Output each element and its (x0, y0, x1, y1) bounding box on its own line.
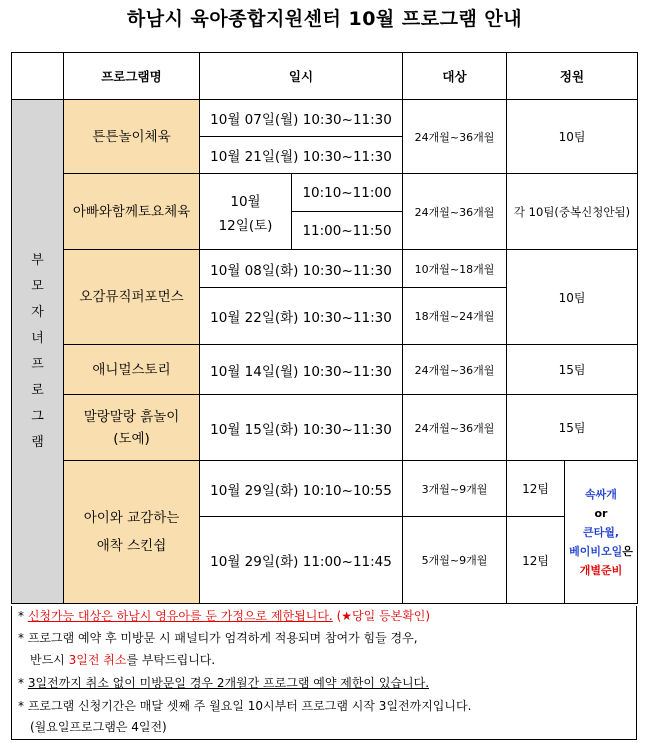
note-star: * (18, 609, 24, 623)
program-capacity: 10팀 (507, 250, 638, 345)
program-capacity: 15팀 (507, 395, 638, 461)
page-title: 하남시 육아종합지원센터 10월 프로그램 안내 (126, 8, 523, 30)
prep-line: 속싸개 (585, 487, 617, 501)
program-name: 튼튼놀이체육 (64, 100, 200, 174)
category-char: 프 (31, 356, 44, 372)
program-capacity: 15팀 (507, 345, 638, 395)
note-1 (18, 607, 430, 624)
header-capacity: 정원 (507, 53, 638, 100)
category-char: 부 (31, 252, 44, 268)
program-name-line: 애착 스킨쉽 (96, 538, 167, 554)
program-capacity: 각 10팀(중복신청안됨) (507, 174, 638, 250)
note-text: 를 부탁드립니다. (126, 653, 216, 667)
table-row (12, 250, 638, 288)
note-4-cont: (월요일프로그램은 4일전) (30, 720, 167, 734)
program-capacity: 12팀 (507, 461, 565, 517)
note-cancel-highlight: 3일전 취소 (68, 653, 127, 667)
note-restriction: 신청가능 대상은 하남시 영유아를 둔 가정으로 제한됩니다. (27, 609, 333, 623)
program-datetime: 10월 08일(화) 10:30~11:30 (200, 250, 403, 288)
program-target: 5개월~9개월 (403, 517, 507, 604)
note-4: * 프로그램 신청기간은 매달 셋째 주 월요일 10시부터 프로그램 시작 3일전까지입니다. (18, 699, 472, 713)
program-name: 아빠와함께토요체육 (64, 174, 200, 250)
program-datetime: 10월 15일(화) 10:30~11:30 (200, 395, 403, 461)
table-row (12, 100, 638, 137)
prep-word: 은 (622, 544, 633, 558)
category-char: 그 (31, 408, 44, 424)
program-capacity: 12팀 (507, 517, 565, 604)
program-target: 18개월~24개월 (403, 288, 507, 345)
note-star: * (18, 676, 24, 690)
program-datetime: 10월 22일(화) 10:30~11:30 (200, 288, 403, 345)
program-name (64, 395, 200, 461)
note-text: 반드시 (30, 653, 65, 667)
table-row (12, 174, 638, 212)
category-char: 녀 (31, 330, 44, 346)
program-name-line: (도예) (113, 430, 150, 447)
table-row (12, 345, 638, 395)
program-name-line: 말랑말랑 흙놀이 (83, 408, 180, 425)
category-char: 램 (31, 434, 44, 450)
prep-word: 베이비오일 (569, 544, 623, 558)
program-datetime: 10월 07일(월) 10:30~11:30 (200, 100, 403, 137)
program-datetime: 10월 21일(월) 10:30~11:30 (200, 137, 403, 174)
program-date-month: 10월 (230, 193, 261, 210)
category-char: 로 (31, 382, 44, 398)
category-cell (12, 100, 64, 604)
program-name: 오감뮤직퍼포먼스 (64, 250, 200, 345)
header-target: 대상 (403, 53, 507, 100)
table-row (12, 461, 638, 517)
program-schedule-table (11, 52, 638, 604)
program-target: 10개월~18개월 (403, 250, 507, 288)
program-name-line: 아이와 교감하는 (83, 510, 180, 526)
header-datetime: 일시 (200, 53, 403, 100)
category-char: 자 (31, 304, 44, 320)
program-datetime: 10월 29일(화) 10:10~10:55 (200, 461, 403, 517)
program-time: 10:10~11:00 (292, 174, 403, 212)
header-blank (12, 53, 64, 100)
note-id-check: (★당일 등본확인) (336, 609, 431, 623)
program-name (64, 461, 200, 604)
program-datetime: 10월 29일(화) 11:00~11:45 (200, 517, 403, 604)
program-date (200, 174, 292, 250)
category-char: 모 (31, 278, 44, 294)
note-3 (18, 674, 429, 691)
header-program: 프로그램명 (64, 53, 200, 100)
program-target: 24개월~36개월 (403, 395, 507, 461)
program-date-day: 12일(토) (218, 217, 273, 234)
prep-line: 개별준비 (579, 563, 623, 577)
table-header-row (12, 53, 638, 100)
notes-box (11, 606, 637, 740)
program-time: 11:00~11:50 (292, 212, 403, 250)
note-2: * 프로그램 예약 후 미방문 시 패널티가 엄격하게 적용되며 참여가 힘들 경우, (18, 631, 418, 645)
program-capacity: 10팀 (507, 100, 638, 174)
prep-line (565, 542, 637, 561)
preparation-note (565, 461, 638, 604)
program-target: 24개월~36개월 (403, 345, 507, 395)
note-2-cont (30, 651, 215, 668)
prep-line: or (594, 506, 608, 520)
program-datetime: 10월 14일(월) 10:30~11:30 (200, 345, 403, 395)
program-name: 애니멀스토리 (64, 345, 200, 395)
program-target: 24개월~36개월 (403, 174, 507, 250)
program-target: 24개월~36개월 (403, 100, 507, 174)
table-row (12, 395, 638, 461)
prep-line: 큰타월, (582, 525, 620, 539)
note-penalty: 3일전까지 취소 없이 미방문일 경우 2개월간 프로그램 예약 제한이 있습니다. (27, 676, 430, 690)
program-target: 3개월~9개월 (403, 461, 507, 517)
